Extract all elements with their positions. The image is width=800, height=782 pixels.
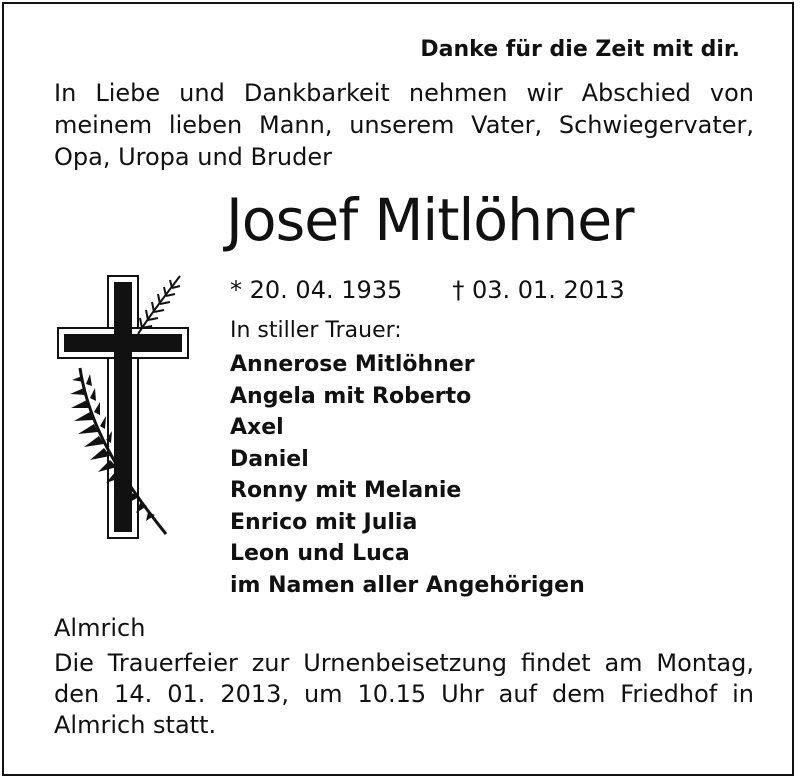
intro-line: Opa, Uropa und Bruder bbox=[54, 143, 332, 171]
mourner-name: Ronny mit Melanie bbox=[230, 478, 462, 503]
birth-date: * 20. 04. 1935 bbox=[230, 276, 403, 304]
cross-with-palm-branch-icon bbox=[56, 272, 196, 544]
mourner-name: Angela mit Roberto bbox=[230, 383, 472, 409]
life-dates bbox=[230, 276, 625, 304]
mourner-name: Enrico mit Julia bbox=[230, 509, 418, 535]
mourner-name: Daniel bbox=[230, 446, 309, 472]
intro-line: In Liebe und Dankbarkeit nehmen wir Abschied von bbox=[54, 79, 754, 107]
obituary-notice bbox=[2, 2, 794, 776]
place-name: Almrich bbox=[54, 614, 146, 642]
mourners-list bbox=[230, 349, 585, 601]
death-date: † 03. 01. 2013 bbox=[452, 276, 625, 304]
ceremony-line: Almrich statt. bbox=[54, 711, 217, 739]
mourner-name: Annerose Mitlöhner bbox=[230, 352, 475, 377]
ceremony-line: den 14. 01. 2013, um 10.15 Uhr auf dem Friedhof in bbox=[54, 680, 754, 708]
intro-line: meinem lieben Mann, unserem Vater, Schwiegervater, bbox=[54, 111, 754, 139]
mourning-label: In stiller Trauer: bbox=[230, 318, 402, 343]
motto: Danke für die Zeit mit dir. bbox=[420, 37, 740, 62]
deceased-name: Josef Mitlöhner bbox=[226, 186, 634, 254]
mourner-name: Axel bbox=[230, 415, 284, 440]
ceremony-text bbox=[54, 648, 754, 741]
mourner-name: im Namen aller Angehörigen bbox=[230, 572, 585, 598]
intro-text bbox=[54, 77, 754, 173]
mourner-name: Leon und Luca bbox=[230, 541, 410, 566]
ceremony-line: Die Trauerfeier zur Urnenbeisetzung findet am Montag, bbox=[54, 649, 754, 677]
